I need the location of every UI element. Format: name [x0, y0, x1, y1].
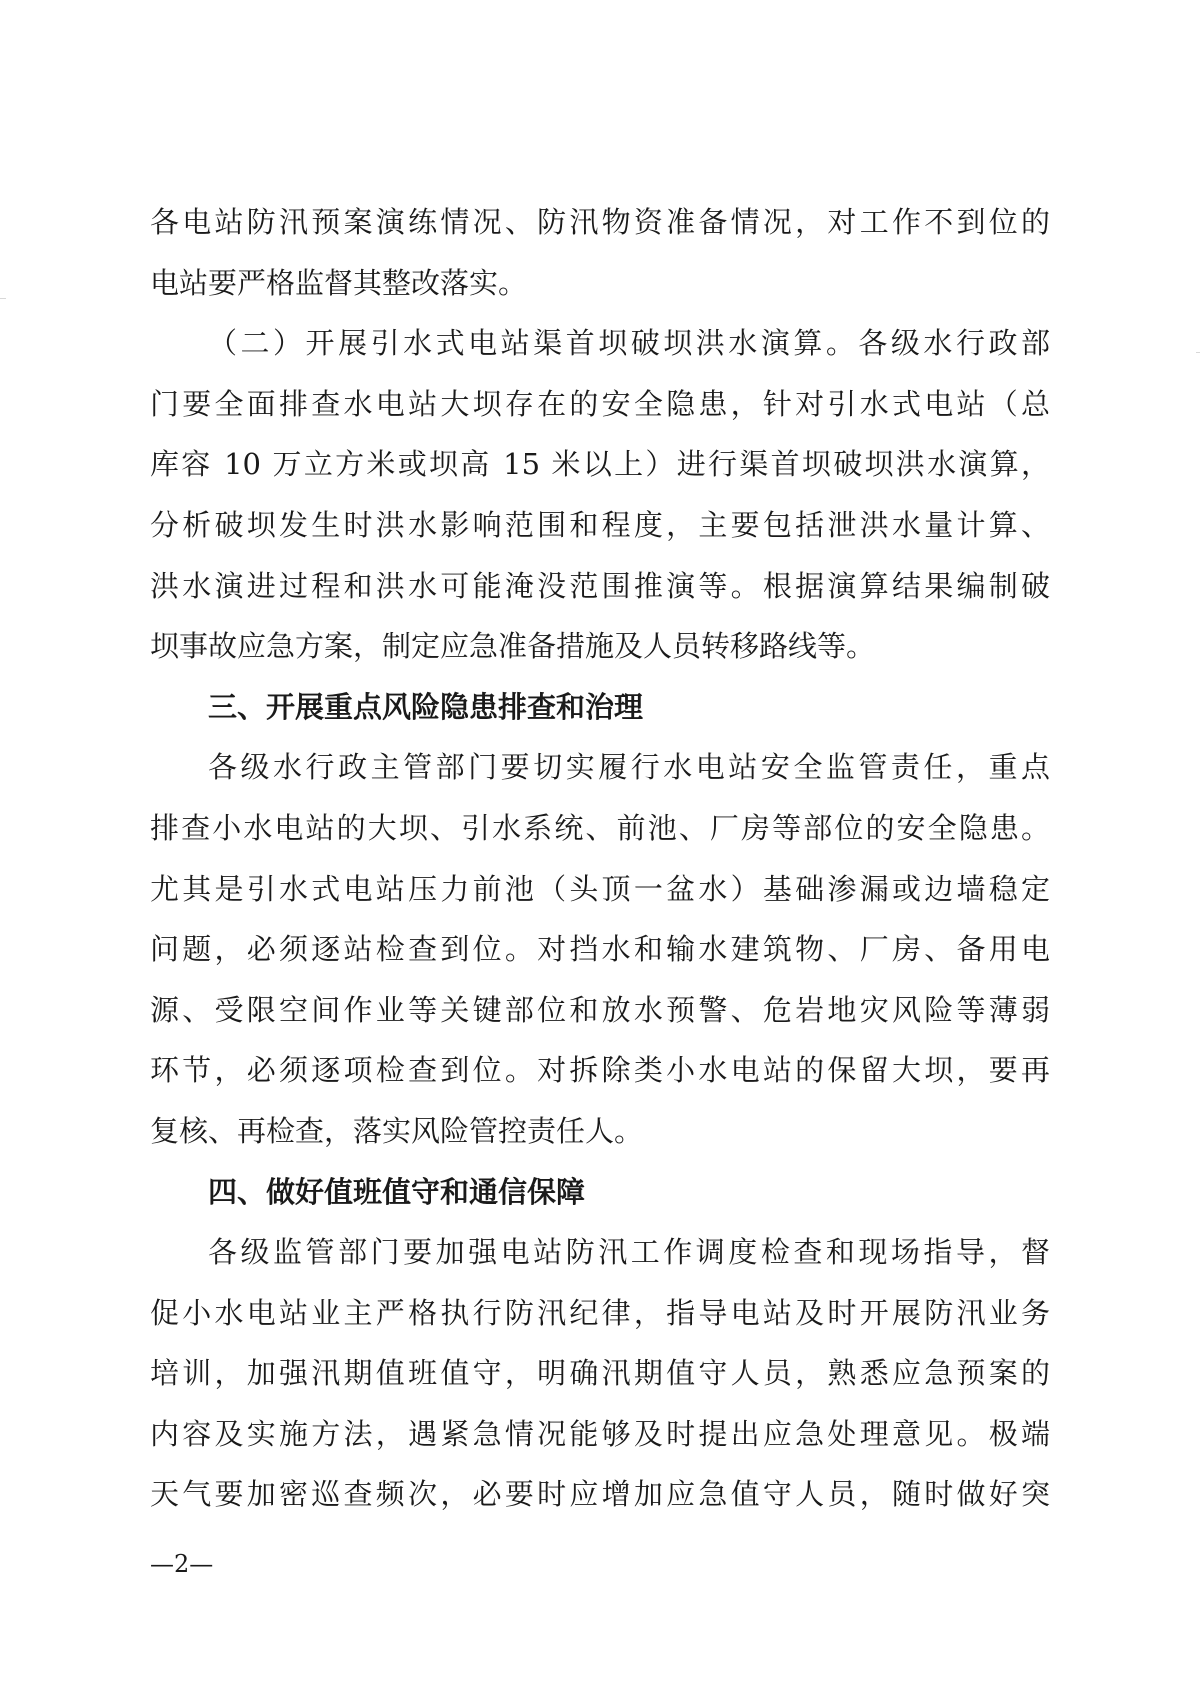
- text-line: 排查小水电站的大坝、引水系统、前池、厂房等部位的安全隐患。: [150, 810, 1050, 845]
- text-line: 分析破坝发生时洪水影响范围和程度，主要包括泄洪水量计算、: [150, 507, 1050, 542]
- text-line: 培训，加强汛期值班值守，明确汛期值守人员，熟悉应急预案的: [150, 1356, 1050, 1391]
- text-line: 电站要严格监督其整改落实。: [150, 265, 528, 300]
- section-heading: 三、开展重点风险隐患排查和治理: [208, 689, 644, 724]
- text-line: 环节，必须逐项检查到位。对拆除类小水电站的保留大坝，要再: [150, 1053, 1050, 1088]
- text-line: 坝事故应急方案，制定应急准备措施及人员转移路线等。: [150, 629, 876, 664]
- text-line: 门要全面排查水电站大坝存在的安全隐患，针对引水式电站（总: [150, 386, 1050, 421]
- text-line: 源、受限空间作业等关键部位和放水预警、危岩地灾风险等薄弱: [150, 992, 1050, 1027]
- text-line: 天气要加密巡查频次，必要时应增加应急值守人员，随时做好突: [150, 1477, 1050, 1512]
- text-line: （二）开展引水式电站渠首坝破坝洪水演算。各级水行政部: [208, 326, 1050, 361]
- text-line: 问题，必须逐站检查到位。对挡水和输水建筑物、厂房、备用电: [150, 932, 1050, 967]
- text-line: 各电站防汛预案演练情况、防汛物资准备情况，对工作不到位的: [150, 205, 1050, 239]
- text-line: 各级水行政主管部门要切实履行水电站安全监管责任，重点: [208, 750, 1050, 785]
- text-line: 洪水演进过程和洪水可能淹没范围推演等。根据演算结果编制破: [150, 568, 1050, 603]
- text-line: 各级监管部门要加强电站防汛工作调度检查和现场指导，督: [208, 1235, 1050, 1270]
- document-body: [150, 204, 1050, 1537]
- scan-mark-right: [1196, 352, 1200, 353]
- text-line: 复核、再检查，落实风险管控责任人。: [150, 1113, 644, 1148]
- text-line: 内容及实施方法，遇紧急情况能够及时提出应急处理意见。极端: [150, 1416, 1050, 1451]
- page-number: —2—: [150, 1550, 214, 1578]
- text-line: 尤其是引水式电站压力前池（头顶一盆水）基础渗漏或边墙稳定: [150, 871, 1050, 906]
- text-line: 促小水电站业主严格执行防汛纪律，指导电站及时开展防汛业务: [150, 1295, 1050, 1330]
- section-heading: 四、做好值班值守和通信保障: [208, 1174, 586, 1209]
- scan-mark-left: [0, 298, 6, 299]
- text-line: 库容 10 万立方米或坝高 15 米以上）进行渠首坝破坝洪水演算，: [150, 447, 1050, 482]
